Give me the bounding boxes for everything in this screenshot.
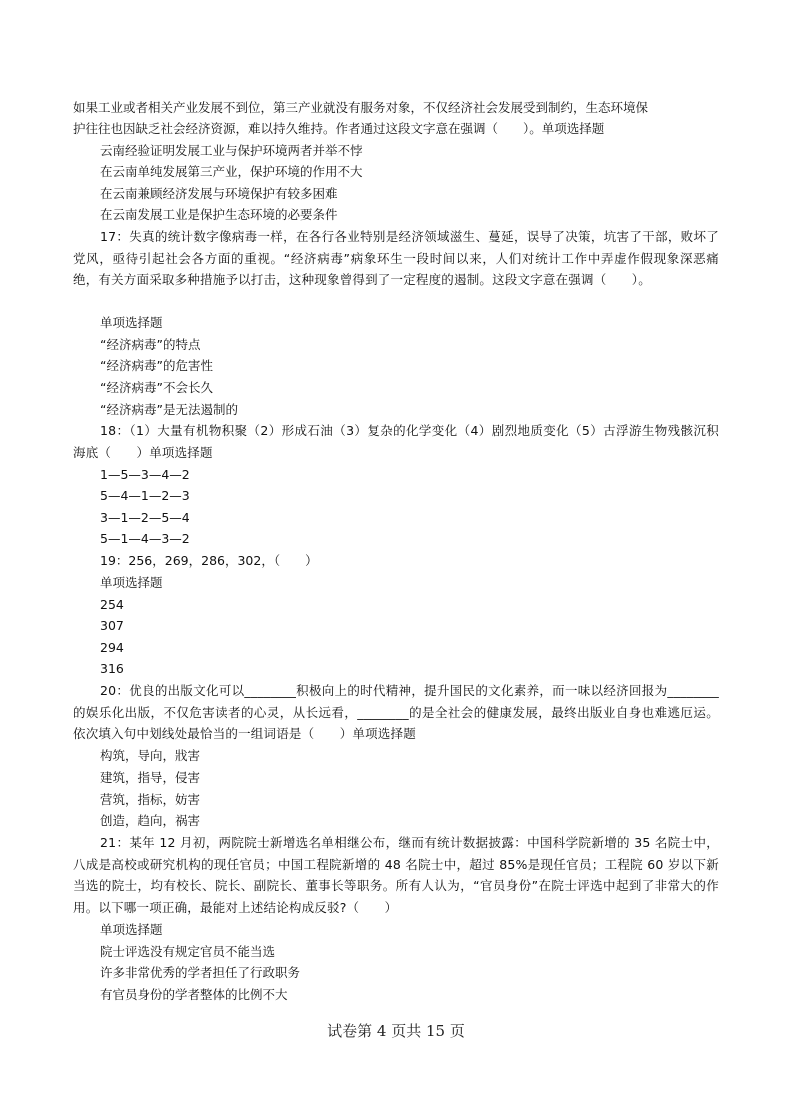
q20-option-b[interactable]: 建筑，指导，侵害 xyxy=(100,770,201,785)
q16-stem-line2: 护往往也因缺乏社会经济资源，难以持久维持。作者通过这段文字意在强调（ ）。单项选择题 xyxy=(73,121,605,136)
q19-type: 单项选择题 xyxy=(100,575,163,590)
q17-option-a[interactable]: “经济病毒”的特点 xyxy=(100,337,201,352)
q19-option-a[interactable]: 254 xyxy=(100,597,124,612)
q21-stem: 21：某年 12 月初，两院院士新增选名单相继公布，继而有统计数据披露：中国科学院新增的 35 名院士中，八成是高校或研究机构的现任官员；中国工程院新增的 48 名院士中，超过 85%是现任官员；工程院 60 岁以下新当选的院士，均有校长、院长、副院长、董事长等职务。所有人认为，“官员身份”在院士评选中起到了非常大的作用。以下哪一项正确，最能对上述结论构成反驳?（ ） xyxy=(73,835,719,915)
q18-option-c[interactable]: 3—1—2—5—4 xyxy=(100,510,190,525)
q16-option-a[interactable]: 云南经验证明发展工业与保护环境两者并举不悖 xyxy=(100,143,363,158)
q16-stem-line1: 如果工业或者相关产业发展不到位，第三产业就没有服务对象，不仅经济社会发展受到制约，生态环境保 xyxy=(73,100,649,115)
q19-stem: 19：256，269，286，302，（ ） xyxy=(100,553,318,568)
q17-stem: 17：失真的统计数字像病毒一样，在各行各业特别是经济领域滋生、蔓延，误导了决策，坑害了干部，败坏了党风，亟待引起社会各方面的重视。“经济病毒”病象环生一段时间以来，人们对统计工作中弄虚作假现象深恶痛绝，有关方面采取多种措施予以打击，这种现象曾得到了一定程度的遏制。这段文字意在强调（ ）。 xyxy=(73,229,719,288)
q16-option-d[interactable]: 在云南发展工业是保护生态环境的必要条件 xyxy=(100,207,338,222)
q21-option-a[interactable]: 院士评选没有规定官员不能当选 xyxy=(100,944,276,959)
q17-type: 单项选择题 xyxy=(100,315,163,330)
q18-option-d[interactable]: 5—1—4—3—2 xyxy=(100,531,190,546)
q18-option-b[interactable]: 5—4—1—2—3 xyxy=(100,488,190,503)
q20-option-a[interactable]: 构筑，导向，戕害 xyxy=(100,748,201,763)
q19-option-c[interactable]: 294 xyxy=(100,640,124,655)
q20-option-d[interactable]: 创造，趋向，祸害 xyxy=(100,813,201,828)
q18-option-a[interactable]: 1—5—3—4—2 xyxy=(100,467,190,482)
q17-option-b[interactable]: “经济病毒”的危害性 xyxy=(100,358,213,373)
q21-option-c[interactable]: 有官员身份的学者整体的比例不大 xyxy=(100,987,288,1002)
q21-type: 单项选择题 xyxy=(100,922,163,937)
q21-option-b[interactable]: 许多非常优秀的学者担任了行政职务 xyxy=(100,965,301,980)
q16-option-b[interactable]: 在云南单纯发展第三产业，保护环境的作用不大 xyxy=(100,164,363,179)
q18-stem: 18：（1）大量有机物积聚（2）形成石油（3）复杂的化学变化（4）剧烈地质变化（5）古浮游生物残骸沉积海底（ ）单项选择题 xyxy=(73,423,719,460)
q20-option-c[interactable]: 营筑，指标，妨害 xyxy=(100,792,201,807)
page-footer: 试卷第 4 页共 15 页 xyxy=(327,1022,465,1040)
q19-option-d[interactable]: 316 xyxy=(100,661,124,676)
q17-option-c[interactable]: “经济病毒”不会长久 xyxy=(100,380,213,395)
q17-option-d[interactable]: “经济病毒”是无法遏制的 xyxy=(100,402,238,417)
q16-option-c[interactable]: 在云南兼顾经济发展与环境保护有较多困难 xyxy=(100,186,338,201)
q20-stem: 20：优良的出版文化可以________积极向上的时代精神，提升国民的文化素养，而一味以经济回报为________的娱乐化出版，不仅危害读者的心灵，从长远看，________的是全社会的健康发展，最终出版业自身也难逃厄运。依次填入句中划线处最恰当的一组词语是（ ）单项选择题 xyxy=(73,683,719,742)
q19-option-b[interactable]: 307 xyxy=(100,618,124,633)
